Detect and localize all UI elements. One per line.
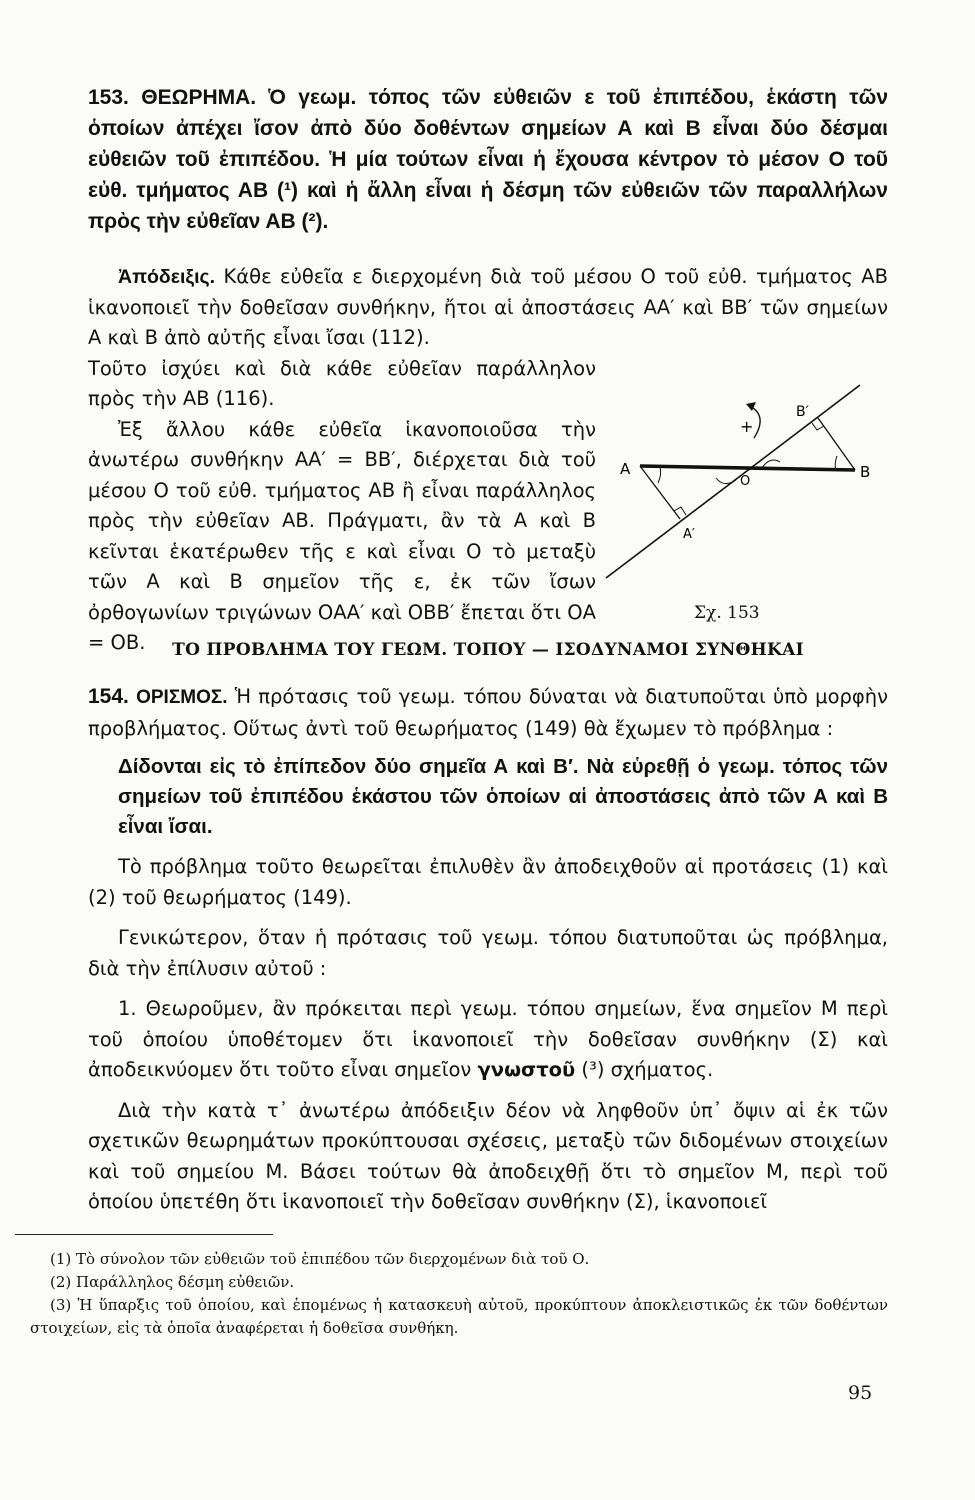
label-O: Ο <box>740 474 751 489</box>
theorem-number: 153. <box>88 86 129 109</box>
proof-intro: Κάθε εὐθεῖα ε διερχομένη διὰ τοῦ μέσου Ο τοῦ εὐθ. τμήματος ΑΒ ἱκανοποιεῖ τὴν δοθεῖσαν συνθήκην, ἤτοι αἱ ἀποστάσεις ΑΑ′ καὶ ΒΒ′ τῶν σημείων Α καὶ Β ἀπὸ αὐτῆς εἶναι ἴσαι (112). <box>88 265 888 349</box>
figure-caption: Σχ. 153 <box>694 603 760 623</box>
theorem-text: Ὁ γεωμ. τόπος τῶν εὐθειῶν ε τοῦ ἐπιπέδου, ἑκάστη τῶν ὁποίων ἀπέχει ἴσον ἀπὸ δύο δοθέντων σημείων Α καὶ Β εἶναι δύο δέσμαι εὐθειῶν τοῦ ἐπιπέδου. Ἡ μία τούτων εἶναι ἡ ἔχουσα κέντρον τὸ μέσον Ο τοῦ εὐθ. τμήματος ΑΒ (¹) καὶ ἡ ἄλλη εἶναι ἡ δέσμη τῶν εὐθειῶν τῶν παραλλήλων πρὸς τὴν εὐθεῖαν ΑΒ (²). <box>88 86 889 233</box>
definition-number: 154. <box>88 685 129 708</box>
label-B: Β <box>860 463 871 481</box>
paragraph-solved: Τὸ πρόβλημα τοῦτο θεωρεῖται ἐπιλυθὲν ἂν ἀποδειχθοῦν αἱ προτάσεις (1) καὶ (2) τοῦ θεωρήματος (149). <box>88 855 888 909</box>
proof-parallel: Τοῦτο ἰσχύει καὶ διὰ κάθε εὐθεῖαν παράλληλον πρὸς τὴν ΑΒ (116). <box>88 356 596 410</box>
segment-AB <box>640 466 855 470</box>
angle-arc-A <box>658 467 661 483</box>
section-title: ΤΟ ΠΡΟΒΛΗΜΑ ΤΟΥ ΓΕΩΜ. ΤΟΠΟΥ — ΙΣΟΔΥΝΑΜΟΙ ΣΥΝΘΗΚΑΙ <box>172 640 804 660</box>
step-1-text: 1. Θεωροῦμεν, ἂν πρόκειται περὶ γεωμ. τόπου σημείων, ἕνα σημεῖον Μ περὶ τοῦ ὁποίου ὑποθέτομεν ὅτι ἱκανοποιεῖ τὴν δοθεῖσαν συνθήκην (Σ) καὶ ἀποδεικνύομεν ὅτι τοῦτο εἶναι σημεῖον <box>88 997 888 1081</box>
theorem-heading: ΘΕΩΡΗΜΑ. <box>141 86 257 109</box>
proof-converse: Ἐξ ἄλλου κάθε εὐθεῖα ἱκανοποιοῦσα τὴν ἀνωτέρω συνθήκην ΑΑ′ = ΒΒ′, διέρχεται διὰ τοῦ μέσου Ο τοῦ εὐθ. τμήματος ΑΒ ἢ εἶναι παράλληλος πρὸς τὴν εὐθεῖαν ΑΒ. Πράγματι, ἂν τὰ Α καὶ Β κεῖνται ἑκατέρωθεν τῆς ε καὶ εἶναι Ο τὸ μεταξὺ τῶν Α καὶ Β σημεῖον τῆς ε, ἐκ τῶν ἴσων ὀρθογωνίων τριγώνων ΟΑΑ′ καὶ ΟΒΒ′ ἔπεται ὅτι ΟΑ = ΟΒ. <box>88 417 596 654</box>
footnote-3: (3) Ἡ ὕπαρξις τοῦ ὁποίου, καὶ ἑπομένως ἡ κατασκευὴ αὐτοῦ, προκύπτουν ἀποκλειστικῶς ἐκ τῶν δοθέντων στοιχείων, εἰς τὰ ὁποῖα ἀναφέρεται ἡ δοθεῖσα συνθήκη. <box>30 1296 888 1337</box>
label-A-prime: Α′ <box>683 527 695 542</box>
proof-label: Ἀπόδειξις. <box>118 266 216 288</box>
footnote-1: (1) Τὸ σύνολον τῶν εὐθειῶν τοῦ ἐπιπέδου τῶν διερχομένων διὰ τοῦ Ο. <box>50 1250 590 1268</box>
paragraph-general: Γενικώτερον, ὅταν ἡ πρότασις τοῦ γεωμ. τόπου διατυποῦται ὡς πρόβλημα, διὰ τὴν ἐπίλυσιν αὐτοῦ : <box>88 926 888 980</box>
label-A: Α <box>620 460 631 478</box>
step-1-end: (³) σχήματος. <box>581 1058 714 1081</box>
problem-statement: Δίδονται εἰς τὸ ἐπίπεδον δύο σημεῖα Α καὶ Β′. Νὰ εὑρεθῇ ὁ γεωμ. τόπος τῶν σημείων τοῦ ἐπιπέδου ἑκάστου τῶν ὁποίων αἱ ἀποστάσεις ἀπὸ τῶν Α καὶ Β εἶναι ἴσαι. <box>118 755 888 838</box>
definition-heading: ΟΡΙΣΜΟΣ. <box>136 687 228 708</box>
label-B-prime: Β′ <box>796 404 809 420</box>
definition-text: Ἡ πρότασις τοῦ γεωμ. τόπου δύναται νὰ διατυποῦται ὑπὸ μορφὴν προβλήματος. Οὕτως ἀντὶ τοῦ θεωρήματος (149) θὰ ἔχωμεν τὸ πρόβλημα : <box>88 685 888 740</box>
paragraph-step-1 <box>88 994 888 1086</box>
definition-paragraph <box>88 682 888 744</box>
definition-block <box>88 682 888 1218</box>
footnotes <box>30 1248 888 1340</box>
figure-153 <box>600 380 885 630</box>
perpendicular-AA-prime <box>640 466 680 519</box>
step-1-bold: γνωστοῦ <box>477 1058 576 1081</box>
figure-153-diagram <box>600 380 885 630</box>
footnote-2: (2) Παράλληλος δέσμη εὐθειῶν. <box>50 1273 295 1291</box>
theorem-153 <box>88 82 888 237</box>
proof-intro-paragraph <box>88 262 888 354</box>
paragraph-proof-method: Διὰ τὴν κατὰ τ᾽ ἀνωτέρω ἀπόδειξιν δέον νὰ ληφθοῦν ὑπ᾽ ὄψιν αἱ ἐκ τῶν σχετικῶν θεωρημάτων προκύπτουσαι σχέσεις, μεταξὺ τῶν διδομένων στοιχείων καὶ τοῦ σημείου Μ. Βάσει τούτων θὰ ἀποδειχθῇ ὅτι τὸ σημεῖον Μ, περὶ τοῦ ὁποίου ὑπετέθη ὅτι ἱκανοποιεῖ τὴν δοθεῖσαν συνθήκην (Σ), ἱκανοποιεῖ <box>88 1098 888 1213</box>
footnote-rule <box>15 1234 273 1235</box>
page-number: 95 <box>848 1382 873 1404</box>
plus-sign: + <box>740 417 754 436</box>
